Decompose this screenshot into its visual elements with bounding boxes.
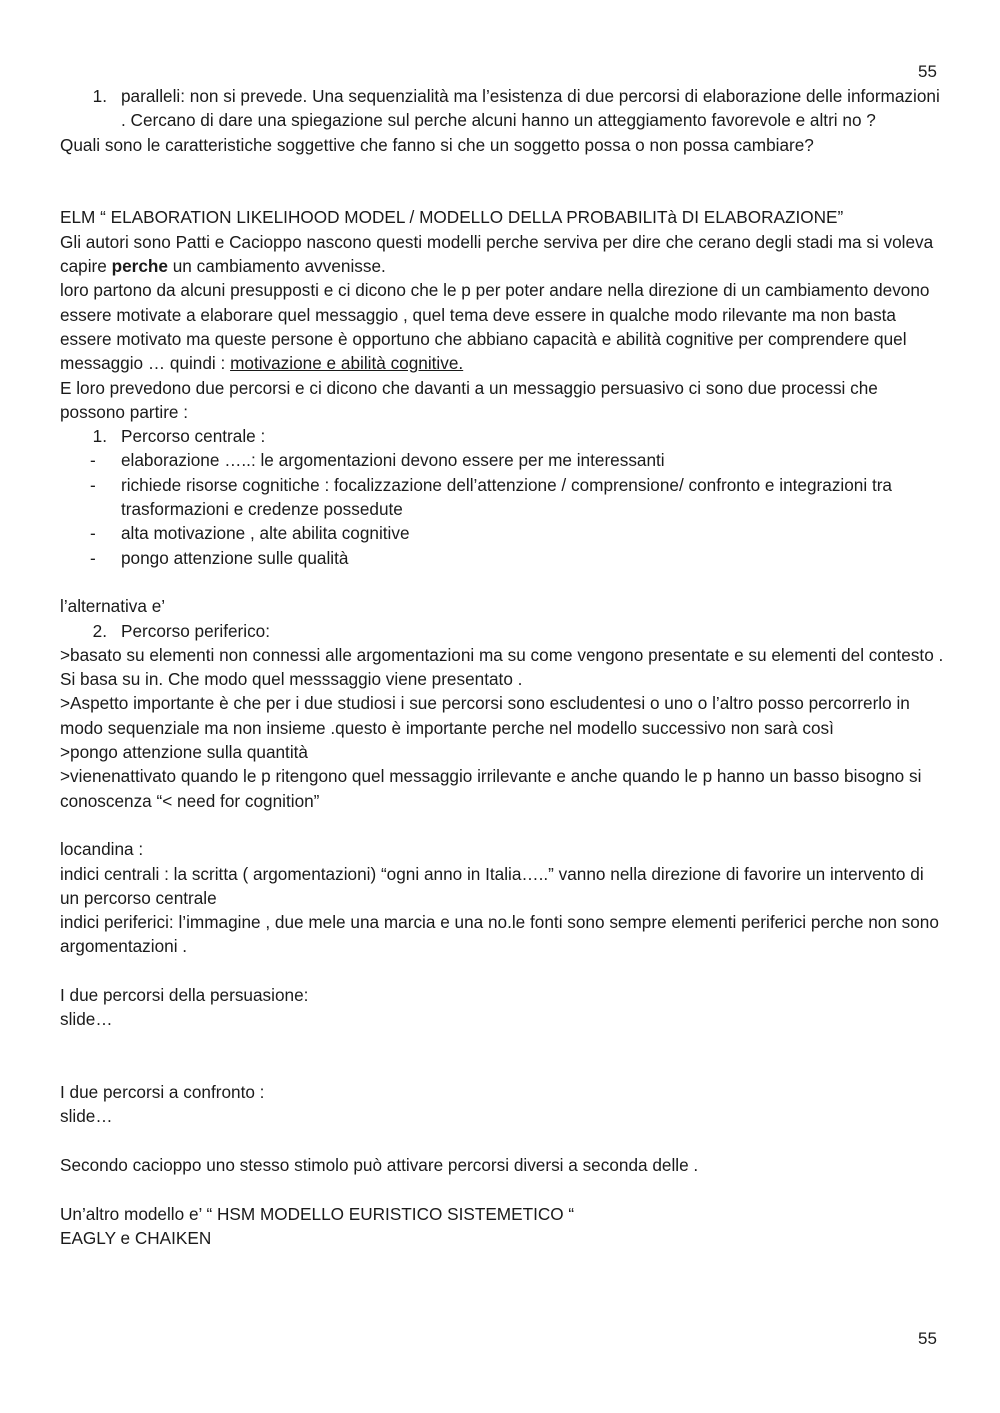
numbered-item-central xyxy=(60,424,945,448)
cacioppo-note: Secondo cacioppo uno stesso stimolo può attivare percorsi diversi a seconda delle . xyxy=(60,1155,699,1176)
locandina-central: indici centrali : la scritta ( argomentazioni) “ogni anno in Italia…..” vanno nella direzione di favorire un intervento di un percorso centrale xyxy=(60,863,924,908)
list-number: 1. xyxy=(92,426,107,447)
alternative-line: l’alternativa e’ xyxy=(60,596,166,617)
premises-paragraph xyxy=(60,278,945,375)
dash-bullet: - xyxy=(90,450,96,471)
bullet-text: alta motivazione , alte abilita cognitive xyxy=(121,523,410,544)
bullet-text: richiede risorse cognitiche : focalizzazione dell’attenzione / comprensione/ confronto e integrazioni tra trasformazioni e credenze possedute xyxy=(121,474,892,520)
question-paragraph: Quali sono le caratteristiche soggettive che fanno si che un soggetto possa o non possa cambiare? xyxy=(60,134,814,155)
elm-heading: ELM “ ELABORATION LIKELIHOOD MODEL / MODELLO DELLA PROBABILITà DI ELABORAZIONE” xyxy=(60,207,844,228)
bullet-item xyxy=(60,448,945,472)
list-number: 2. xyxy=(92,620,107,641)
authors-bold-word: perche xyxy=(111,256,168,277)
central-path-title: Percorso centrale : xyxy=(121,426,266,447)
bullet-text: pongo attenzione sulle qualità xyxy=(121,547,349,568)
persuasion-paths-slide: slide… xyxy=(60,1009,113,1030)
premises-underlined: motivazione e abilità cognitive. xyxy=(230,353,464,374)
peripheral-note: >Aspetto importante è che per i due studiosi i sue percorsi sono escludentesi o uno o l’altro posso percorrerlo in modo sequenziale ma non insieme .questo è importante perche nel modello successivo non sarà così xyxy=(60,693,910,738)
hsm-authors: EAGLY e CHAIKEN xyxy=(60,1227,212,1248)
comparison-paths-slide: slide… xyxy=(60,1106,113,1127)
comparison-paths-title: I due percorsi a confronto : xyxy=(60,1082,265,1103)
bullet-item xyxy=(60,473,945,522)
persuasion-paths-title: I due percorsi della persuasione: xyxy=(60,984,309,1005)
authors-text-before: Gli autori sono Patti e Cacioppo nascono questi modelli perche serviva per dire che cerano degli stadi ma si voleva capire xyxy=(60,231,934,277)
premises-text: loro partono da alcuni presupposti e ci dicono che le p per poter andare nella direzione di un cambiamento devono essere motivate a elaborare quel messaggio , quel tema deve essere in qualche modo rilevante ma non basta essere motivato ma queste persone è opportuno che abbiano capacità e abilità cognitive per comprendere quel messaggio … quindi : xyxy=(60,280,930,374)
list-number: 1. xyxy=(92,86,107,106)
page-number-bottom: 55 xyxy=(918,1329,937,1348)
peripheral-path-title: Percorso periferico: xyxy=(121,620,271,641)
numbered-item-parallel xyxy=(60,84,945,133)
numbered-item-peripheral xyxy=(60,619,945,643)
bullet-item xyxy=(60,546,945,570)
dash-bullet: - xyxy=(90,523,96,544)
peripheral-note: >pongo attenzione sulla quantità xyxy=(60,742,308,763)
two-paths-intro: E loro prevedono due percorsi e ci dicono che davanti a un messaggio persuasivo ci sono due processi che possono partire : xyxy=(60,377,878,422)
authors-paragraph xyxy=(60,230,945,279)
page-number-top: 55 xyxy=(918,62,937,81)
bullet-text: elaborazione …..: le argomentazioni devono essere per me interessanti xyxy=(121,450,665,471)
authors-text-after: un cambiamento avvenisse. xyxy=(167,256,386,277)
peripheral-note: >vienenattivato quando le p ritengono quel messaggio irrilevante e anche quando le p hanno un basso bisogno si conoscenza “< need for cognition” xyxy=(60,766,922,811)
locandina-title: locandina : xyxy=(60,839,144,860)
locandina-peripheral: indici periferici: l’immagine , due mele una marcia e una no.le fonti sono sempre elementi periferici perche non sono argomentazioni . xyxy=(60,912,939,957)
bullet-item xyxy=(60,521,945,545)
peripheral-note: >basato su elementi non connessi alle argomentazioni ma su come vengono presentate e su elementi del contesto . Si basa su in. Che modo quel messsaggio viene presentato . xyxy=(60,644,944,690)
document-body xyxy=(60,84,945,1250)
dash-bullet: - xyxy=(90,474,96,495)
dash-bullet: - xyxy=(90,547,96,568)
hsm-line: Un’altro modello e’ “ HSM MODELLO EURISTICO SISTEMETICO “ xyxy=(60,1203,575,1224)
parallel-text: paralleli: non si prevede. Una sequenzialità ma l’esistenza di due percorsi di elaborazione delle informazioni . Cercano di dare una spiegazione sul perche alcuni hanno un atteggiamento favorevole e altri no ? xyxy=(121,86,940,131)
